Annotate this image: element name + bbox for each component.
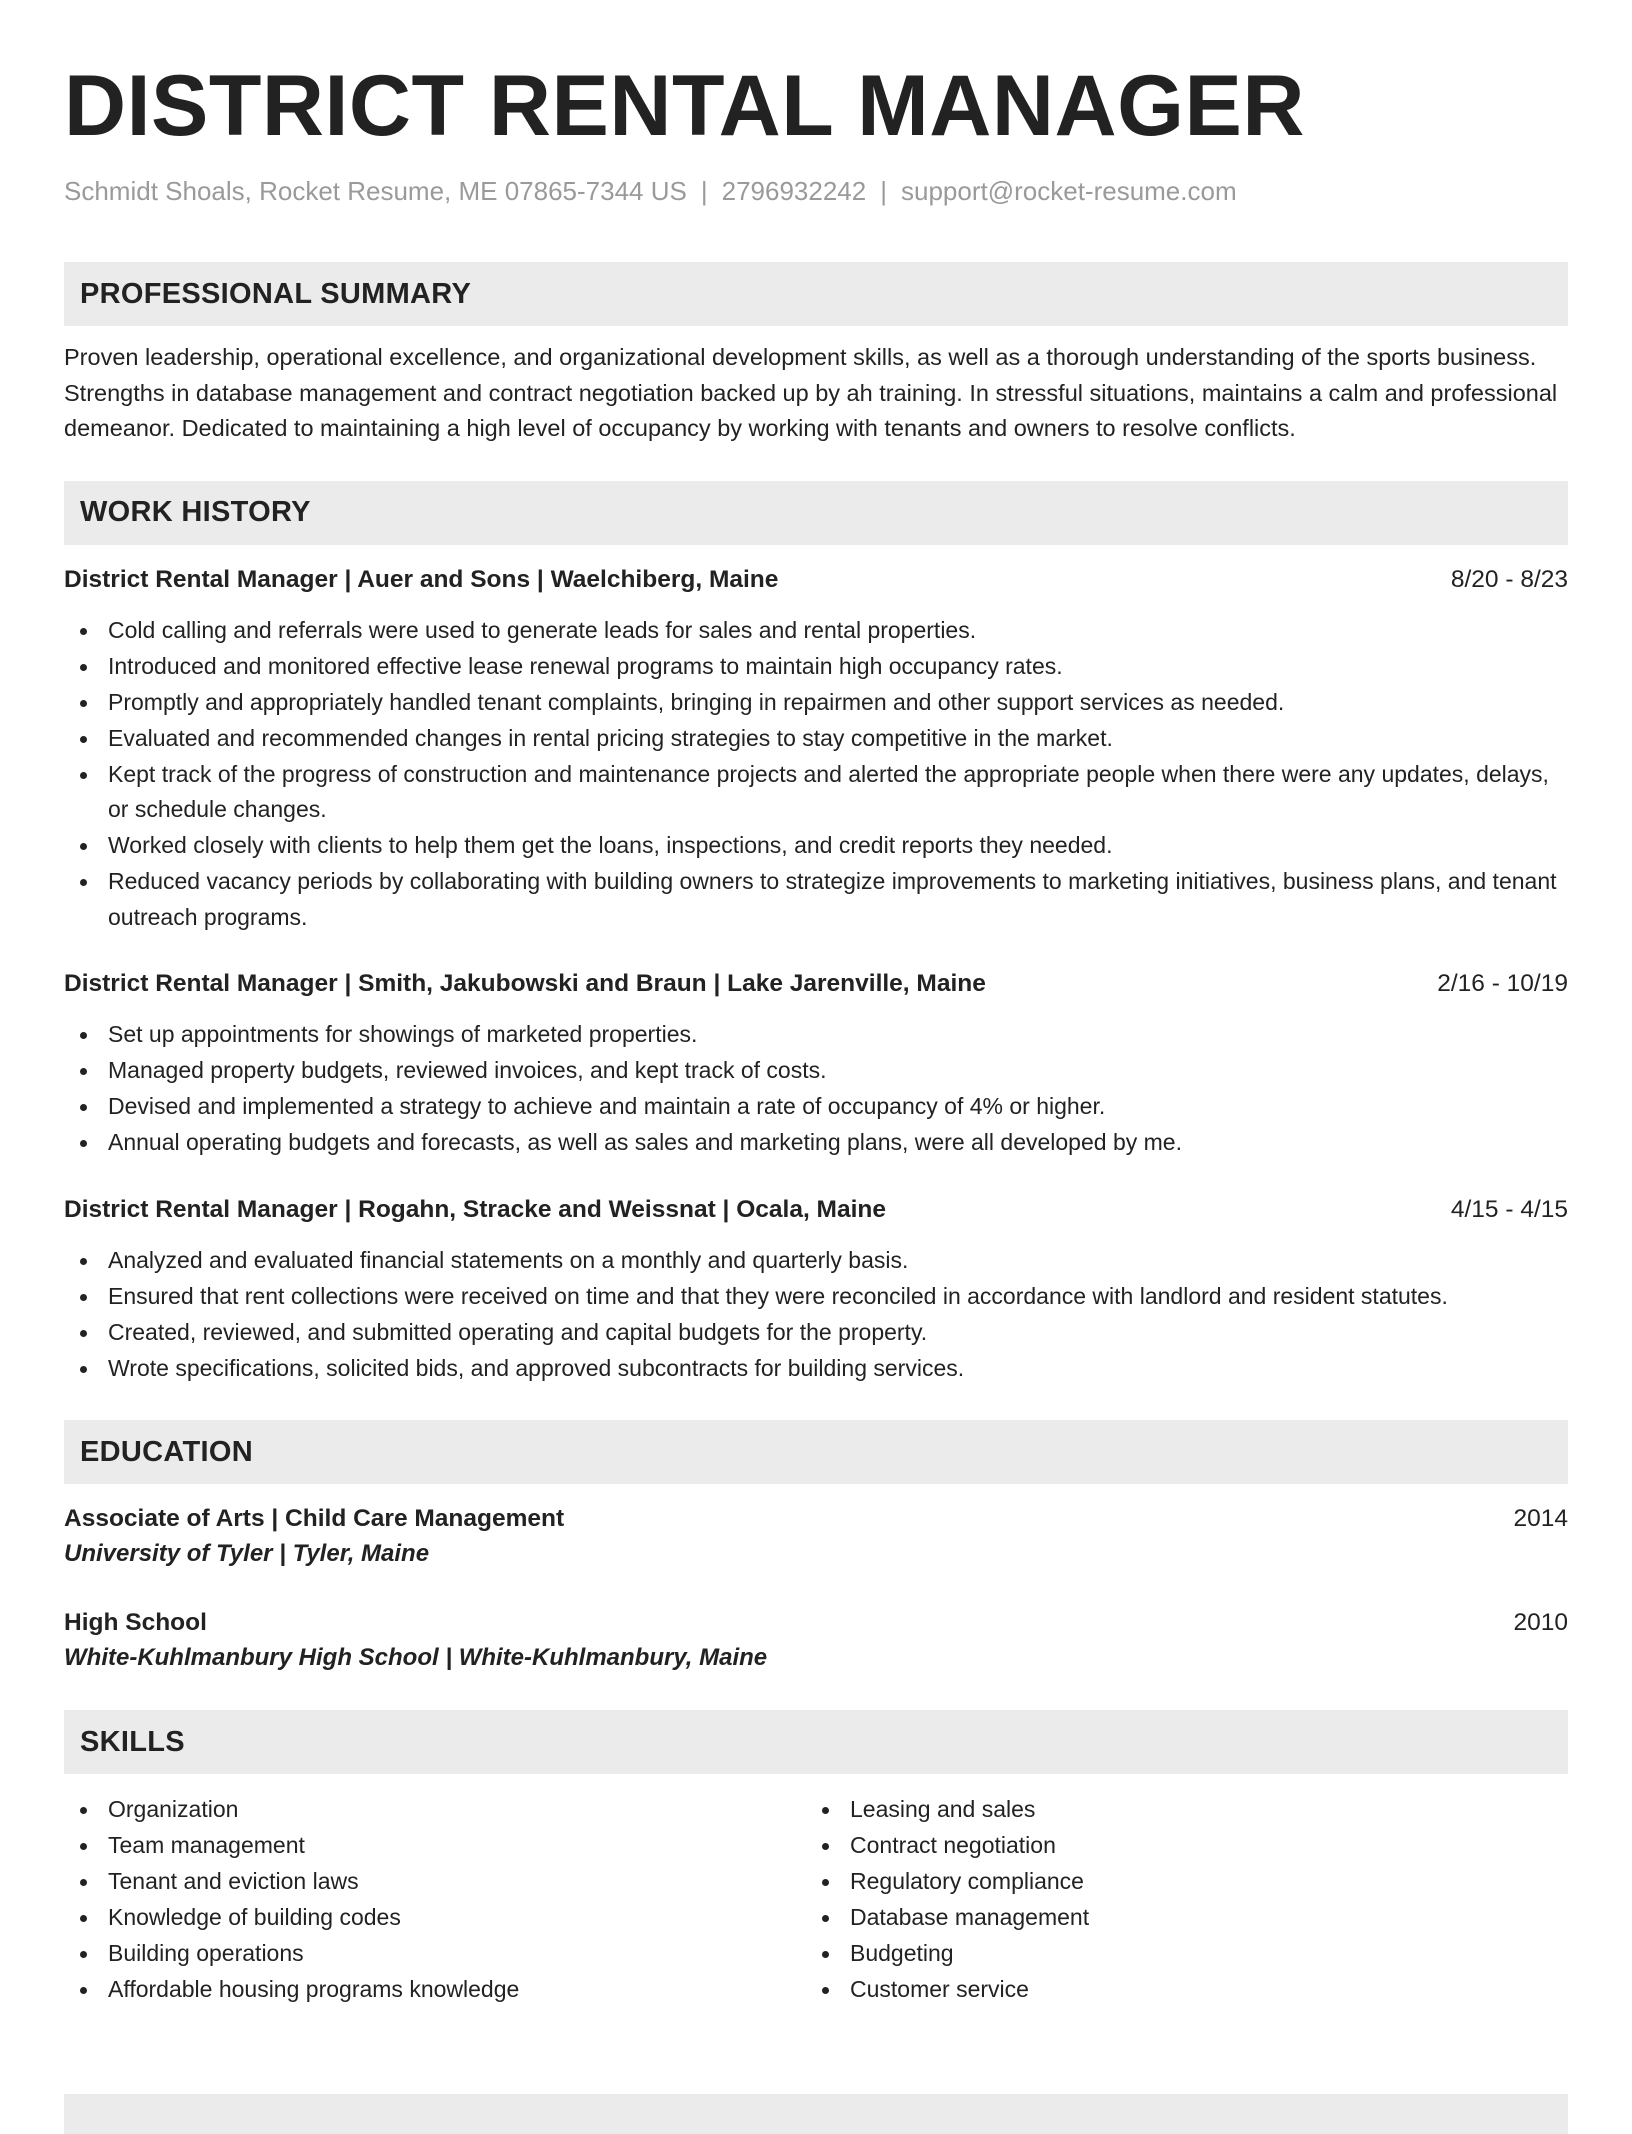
- skill-item: Tenant and eviction laws: [64, 1864, 806, 1900]
- job-dates: 8/20 - 8/23: [1450, 565, 1568, 593]
- skill-item: Building operations: [64, 1936, 806, 1972]
- education-school: White-Kuhlmanbury High School | White-Kuhlmanbury, Maine: [64, 1644, 768, 1671]
- next-section-header-bar: [64, 2094, 1568, 2134]
- section-header-work-history: WORK HISTORY: [64, 481, 1568, 545]
- job-bullet-list: [64, 1017, 1568, 1161]
- job-bullet: Worked closely with clients to help them get the loans, inspections, and credit reports they needed.: [64, 828, 1568, 864]
- job-bullet: Introduced and monitored effective lease renewal programs to maintain high occupancy rates.: [64, 649, 1568, 685]
- skill-item: Team management: [64, 1828, 806, 1864]
- skill-item: Database management: [806, 1900, 1548, 1936]
- skill-item: Budgeting: [806, 1936, 1548, 1972]
- skill-item: Regulatory compliance: [806, 1864, 1548, 1900]
- skills-list: [806, 1792, 1548, 2008]
- skills-columns: [64, 1792, 1568, 2008]
- job-title: District Rental Manager | Auer and Sons | Waelchiberg, Maine: [64, 565, 779, 593]
- summary-text: Proven leadership, operational excellence, and organizational development skills, as well as a thorough understanding of the sports business. Strengths in database management and contract negotiation backed up by ah training. In stressful situations, maintains a calm and professional demeanor. Dedicated to maintaining a high level of occupancy by working with tenants and owners to resolve conflicts.: [64, 344, 1558, 441]
- education-year: 2010: [1513, 1609, 1568, 1636]
- job-bullet: Managed property budgets, reviewed invoices, and kept track of costs.: [64, 1053, 1568, 1089]
- job-bullet: Devised and implemented a strategy to achieve and maintain a rate of occupancy of 4% or higher.: [64, 1089, 1568, 1125]
- job-bullet-list: [64, 613, 1568, 936]
- job-bullet: Set up appointments for showings of marketed properties.: [64, 1017, 1568, 1053]
- skill-item: Knowledge of building codes: [64, 1900, 806, 1936]
- candidate-name: DISTRICT RENTAL MANAGER: [64, 58, 1305, 154]
- job-heading-row: [64, 1193, 1568, 1227]
- job-title: District Rental Manager | Smith, Jakubowski and Braun | Lake Jarenville, Maine: [64, 970, 986, 997]
- job-bullet: Annual operating budgets and forecasts, as well as sales and marketing plans, were all developed by me.: [64, 1125, 1568, 1161]
- contact-line: [64, 174, 1568, 208]
- job-bullet: Reduced vacancy periods by collaborating with building owners to strategize improvements to marketing initiatives, business plans, and tenant outreach programs.: [64, 864, 1568, 935]
- section-header-summary: PROFESSIONAL SUMMARY: [64, 262, 1568, 326]
- education-entry: [64, 1502, 1568, 1572]
- skill-item: Organization: [64, 1792, 806, 1828]
- skill-item: Leasing and sales: [806, 1792, 1548, 1828]
- contact-email: support@rocket-resume.com: [901, 176, 1237, 206]
- job-bullet: Kept track of the progress of construction and maintenance projects and alerted the appropriate people when there were any updates, delays, or schedule changes.: [64, 757, 1568, 828]
- job-bullet: Created, reviewed, and submitted operating and capital budgets for the property.: [64, 1315, 1568, 1351]
- job-entry: [64, 967, 1568, 1161]
- education-entry: [64, 1606, 1568, 1676]
- job-dates: 2/16 - 10/19: [1437, 970, 1568, 997]
- section-header-skills: SKILLS: [64, 1710, 1568, 1774]
- skills-column-right: [806, 1792, 1548, 2008]
- contact-separator: |: [700, 176, 708, 206]
- job-dates: 4/15 - 4/15: [1450, 1195, 1568, 1223]
- skills-list: [64, 1792, 806, 2008]
- job-bullet: Cold calling and referrals were used to generate leads for sales and rental properties.: [64, 613, 1568, 649]
- skill-item: Customer service: [806, 1972, 1548, 2008]
- education-degree: Associate of Arts | Child Care Management: [64, 1505, 565, 1532]
- education-degree: High School: [64, 1609, 207, 1636]
- job-bullet-list: [64, 1243, 1568, 1387]
- contact-separator: |: [880, 176, 887, 206]
- section-header-education: EDUCATION: [64, 1420, 1568, 1484]
- job-bullet: Wrote specifications, solicited bids, and approved subcontracts for building services.: [64, 1351, 1568, 1387]
- job-heading-row: [64, 563, 1568, 597]
- education-school: University of Tyler | Tyler, Maine: [64, 1540, 430, 1567]
- resume-page: [64, 0, 1568, 2008]
- job-entry: [64, 1193, 1568, 1387]
- skill-item: Contract negotiation: [806, 1828, 1548, 1864]
- job-heading-row: [64, 967, 1568, 1001]
- job-bullet: Analyzed and evaluated financial statements on a monthly and quarterly basis.: [64, 1243, 1568, 1279]
- education-heading-row: [64, 1502, 1568, 1536]
- job-bullet: Ensured that rent collections were received on time and that they were reconciled in accordance with landlord and resident statutes.: [64, 1279, 1568, 1315]
- education-year: 2014: [1513, 1505, 1568, 1532]
- contact-phone: 2796932242: [721, 176, 867, 206]
- job-bullet: Evaluated and recommended changes in rental pricing strategies to stay competitive in the market.: [64, 721, 1568, 757]
- job-bullet: Promptly and appropriately handled tenant complaints, bringing in repairmen and other support services as needed.: [64, 685, 1568, 721]
- contact-address: Schmidt Shoals, Rocket Resume, ME 07865-7344 US: [64, 176, 687, 206]
- skill-item: Affordable housing programs knowledge: [64, 1972, 806, 2008]
- job-title: District Rental Manager | Rogahn, Stracke and Weissnat | Ocala, Maine: [64, 1195, 886, 1223]
- education-heading-row: [64, 1606, 1568, 1640]
- job-entry: [64, 563, 1568, 936]
- skills-column-left: [64, 1792, 806, 2008]
